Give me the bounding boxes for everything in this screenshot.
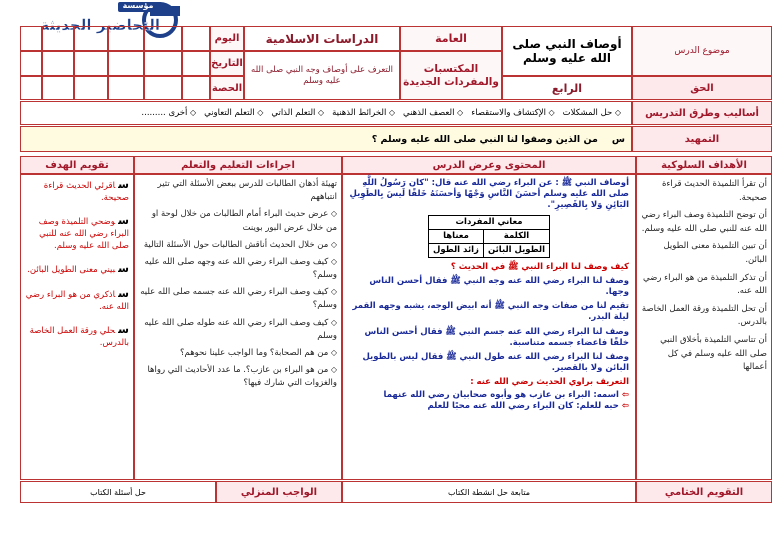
objective-item: أن تبين التلميذة معنى الطويل البائن. bbox=[663, 241, 767, 265]
method-item: ◇ الخرائط الذهنية bbox=[332, 108, 395, 118]
lesson-title: أوصاف النبي صلى الله عليه وسلم bbox=[502, 26, 632, 76]
vocab-meaning: زائد الطول bbox=[428, 244, 483, 258]
competencies-label: المكتسبات والمفردات الجديدة bbox=[400, 51, 502, 100]
evaluation-item: سحلي ورقة العمل الخاصة بالدرس. bbox=[29, 323, 129, 349]
objective-item: أن تقرأ التلميذة الحديث قراءة صحيحة. bbox=[661, 179, 767, 203]
evaluation-item: ساذكري من هو البراء رضي الله عنه. bbox=[25, 286, 129, 312]
hadith-text: أوصاف النبي ﷺ : عن البراء رضي الله عنه قال: "كان رَسُولُ اللَّهِ صلى الله عليه وسلم أحسَنَ النَّاسِ وَجْهًا وَأحسَنَهُ خَلقًا لَيسَ بِالطَوِيلِ البَائِنِ وَلا بِالقَصِيرِ". bbox=[349, 178, 629, 211]
evaluation-item: ساقرئي الحديث قراءة صحيحة. bbox=[43, 178, 129, 203]
content-paragraph: وصف لنا البراء رضي الله عنه وجه النبي ﷺ فقال أحسن الناس وجها. bbox=[369, 276, 629, 298]
content-question: كيف وصف لنا البراء النبي ﷺ في الحديث ؟ bbox=[450, 262, 629, 273]
procedure-item: ◇ كيف وصف البراء رضي الله عنه وجهه صلى الله عليه وسلم؟ bbox=[139, 256, 337, 282]
procedure-item: ◇ كيف وصف البراء رضي الله عنه جسمه صلى الله عليه وسلم؟ bbox=[139, 286, 337, 312]
blank-cell bbox=[108, 26, 144, 51]
blank-cell bbox=[74, 76, 108, 100]
methods-list bbox=[20, 101, 632, 125]
method-item: ◇ التعلم الذاتي bbox=[271, 108, 324, 118]
procedure-item: ◇ كيف وصف البراء رضي الله عنه طوله صلى الله عليه وسلم bbox=[139, 317, 337, 343]
intro-question: من الذين وصفوا لنا النبي صلى الله عليه وسلم ؟ bbox=[371, 133, 598, 145]
blank-cell bbox=[20, 26, 42, 51]
date-label: التاريخ bbox=[210, 51, 244, 76]
general-goal-text: التعرف على أوصاف وجه النبي صلى الله عليه وسلم bbox=[244, 51, 400, 100]
blank-cell bbox=[108, 76, 144, 100]
objectives-head: الأهداف السلوكية bbox=[636, 156, 772, 174]
intro-label: التمهيد bbox=[632, 126, 772, 152]
content-paragraph: تقيم لنا من صفات وجه النبي ﷺ أنه ابيض الوجه، يشبه وجهه القمر ليلة البدر. bbox=[352, 301, 629, 323]
vocab-word: الطويل البائن bbox=[483, 244, 549, 258]
objective-item: أن تحل التلميذة ورقة العمل الخاصة بالدرس. bbox=[641, 303, 767, 328]
vocab-table-wrap bbox=[349, 215, 629, 258]
content-column bbox=[342, 174, 636, 480]
evaluation-column bbox=[20, 174, 134, 480]
general-goal-label: العامة bbox=[400, 26, 502, 51]
final-eval-label: التقويم الختامي bbox=[636, 481, 772, 503]
narrator-line: ⇦ حبه للعلم: كان البراء رضي الله عنه محبًا للعلم bbox=[427, 400, 629, 411]
content-paragraph: وصف لنا البراء رضي الله عنه طول النبي ﷺ فقال ليس بالطويل البائن ولا بالقصير. bbox=[362, 351, 629, 373]
evaluation-item: سوضحي التلميذة وصف البراء رضي الله عنه للنبي صلى الله عليه وسلم. bbox=[38, 214, 129, 251]
blank-cell bbox=[42, 26, 74, 51]
vocab-col-meaning: معناها bbox=[428, 230, 483, 244]
blank-cell bbox=[74, 51, 108, 76]
objective-item: أن تذكر التلميذة من هو البراء رضي الله عنه. bbox=[643, 272, 767, 297]
homework-label: الواجب المنزلي bbox=[216, 481, 342, 503]
blank-cell bbox=[74, 26, 108, 51]
objective-item: أن تتاسي التلميذة بأخلاق النبي صلى الله عليه وسلم في كل أعمالها bbox=[660, 334, 767, 373]
blank-cell bbox=[108, 51, 144, 76]
objective-item: أن توضح التلميذة وصف البراء رضي الله عنه للنبي صلى الله عليه وسلم. bbox=[641, 210, 767, 234]
method-item: ◇ أخرى ......... bbox=[141, 108, 196, 118]
header-grid bbox=[20, 26, 772, 100]
methods-label: أساليب وطرق التدريس bbox=[632, 101, 772, 125]
vocab-title: معاني المفردات bbox=[428, 216, 549, 230]
procedure-item: ◇ من هم الصحابة؟ وما الواجب علينا نحوهم؟ bbox=[139, 347, 337, 360]
narrator-title: التعريف براوي الحديث رضي الله عنه : bbox=[470, 376, 629, 387]
homework-text: حل أسئلة الكتاب bbox=[20, 481, 216, 503]
content-head: المحتوى وعرض الدرس bbox=[342, 156, 636, 174]
methods-row bbox=[20, 101, 772, 125]
blank-cell bbox=[182, 76, 210, 100]
blank-cell bbox=[144, 26, 182, 51]
vocab-col-word: الكلمة bbox=[483, 230, 549, 244]
subject: الدراسات الاسلامية bbox=[244, 26, 400, 51]
unit-label: الحق bbox=[632, 76, 772, 100]
blank-cell bbox=[144, 76, 182, 100]
narrator-line: ⇦ اسمه: البراء بن عازب هو وأبوه صحابيان رضي الله عنهما bbox=[383, 389, 629, 400]
procedures-column bbox=[134, 174, 342, 480]
intro-question-cell bbox=[20, 126, 632, 152]
blank-cell bbox=[20, 51, 42, 76]
evaluation-head: تقويم الهدف bbox=[20, 156, 134, 174]
topic-label: موضوع الدرس bbox=[632, 26, 772, 76]
method-item: ◇ حل المشكلات bbox=[563, 108, 621, 118]
blank-cell bbox=[182, 51, 210, 76]
blank-cell bbox=[42, 51, 74, 76]
procedure-item: ◇ من خلال الحديث أناقش الطالبات حول الأسئلة التالية bbox=[139, 239, 337, 252]
procedures-head: اجراءات التعليم والتعلم bbox=[134, 156, 342, 174]
procedure-item: تهيئة أذهان الطالبات للدرس ببعض الأسئلة التي تثير انتباههم bbox=[157, 179, 337, 203]
intro-prefix: س bbox=[611, 133, 625, 145]
vocab-table bbox=[428, 215, 550, 258]
procedure-item: ◇ من هو البراء بن عازب؟. ما عدد الأحاديث التي رواها والغزوات التي شارك فيها؟ bbox=[139, 364, 337, 390]
intro-row bbox=[20, 126, 772, 152]
brand-line1: مؤسسة bbox=[122, 1, 154, 10]
blank-cell bbox=[20, 76, 42, 100]
period-label: الحصة bbox=[210, 76, 244, 100]
objectives-column bbox=[636, 174, 772, 480]
method-item: ◇ العصف الذهني bbox=[403, 108, 463, 118]
blank-cell bbox=[182, 26, 210, 51]
procedure-item: ◇ عرض حديث البراء أمام الطالبات من خلال لوحة او من خلال عرض البور بوينت bbox=[139, 208, 337, 234]
grade: الرابع bbox=[502, 76, 632, 100]
final-eval-text: متابعة حل انشطة الكتاب bbox=[342, 481, 636, 503]
blank-cell bbox=[42, 76, 74, 100]
method-item: ◇ الإكتشاف والاستقصاء bbox=[471, 108, 554, 118]
content-paragraph: وصف لنا البراء رضي الله عنه جسم النبي ﷺ فقال أحسن الناس خلقًا فاعضاء جسمه متناسبة. bbox=[364, 326, 629, 348]
brand-line2: التحاضير الحديثة bbox=[40, 16, 160, 34]
method-item: ◇ التعلم التعاوني bbox=[204, 108, 263, 118]
evaluation-item: سبيني معنى الطويل البائن. bbox=[27, 262, 129, 276]
day-label: اليوم bbox=[210, 26, 244, 51]
blank-cell bbox=[144, 51, 182, 76]
